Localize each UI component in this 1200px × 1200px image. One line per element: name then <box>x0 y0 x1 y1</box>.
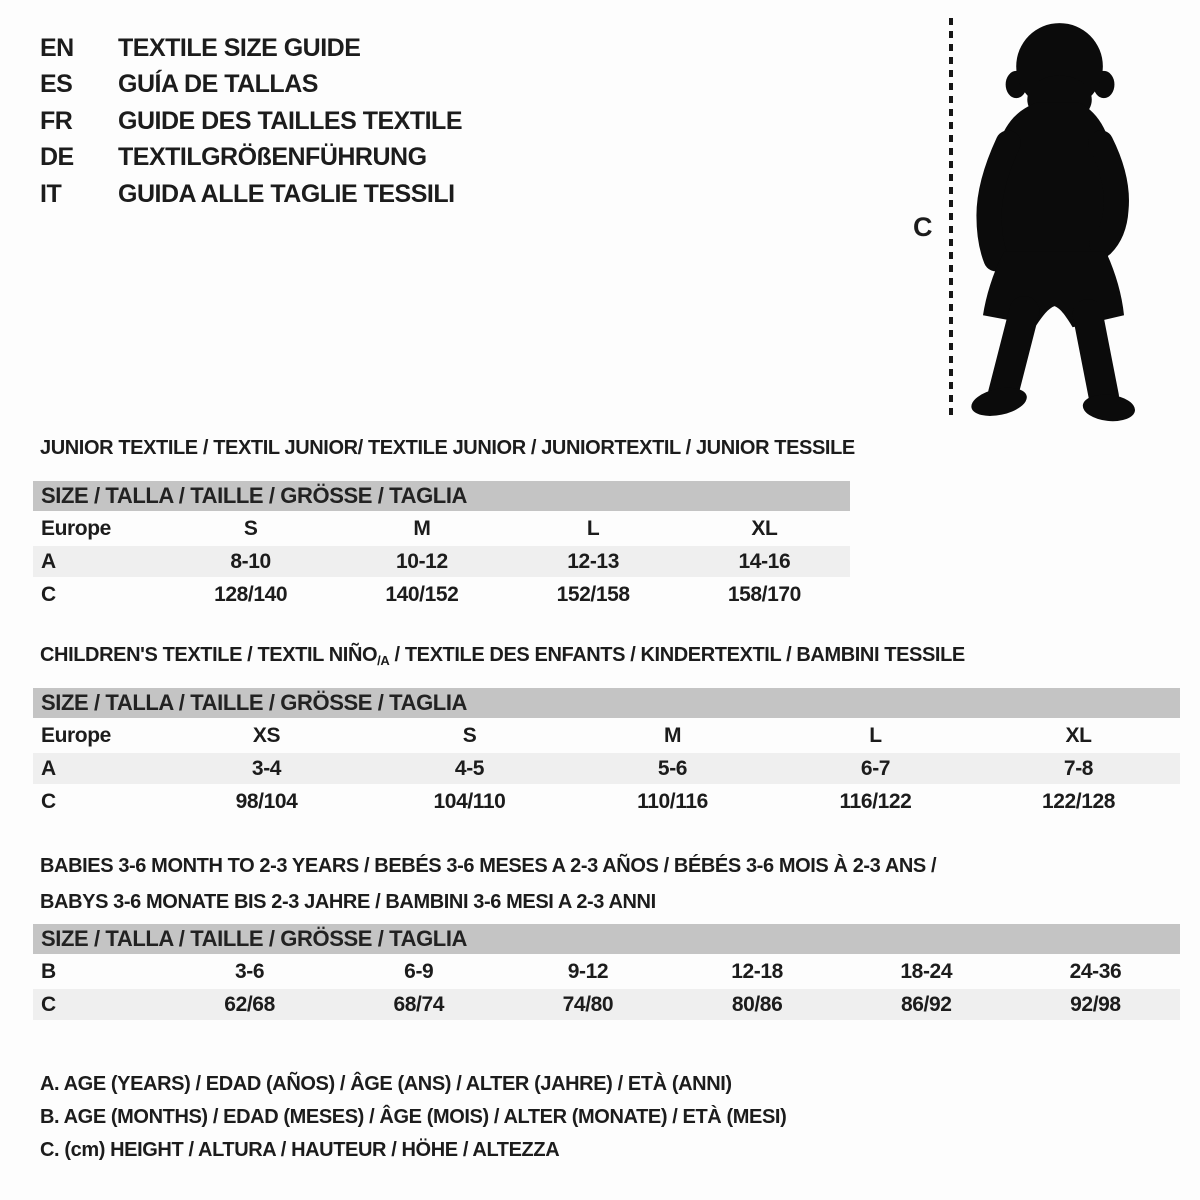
age-cell: 7-8 <box>1063 756 1094 780</box>
age-cell: 5-6 <box>657 756 688 780</box>
table-row-age <box>33 546 850 577</box>
babies-title-line1: BABIES 3-6 MONTH TO 2-3 YEARS / BEBÉS 3-6 MESES A 2-3 AÑOS / BÉBÉS 3-6 MOIS À 2-3 ANS / <box>40 855 937 877</box>
height-cell: 68/74 <box>393 992 445 1016</box>
junior-size-table <box>33 481 850 612</box>
language-code: ES <box>40 70 73 99</box>
size-cell: S <box>462 723 477 747</box>
guide-title-de: TEXTILGRÖßENFÜHRUNG <box>118 143 427 172</box>
babies-title-line2: BABYS 3-6 MONATE BIS 2-3 JAHRE / BAMBINI 3-6 MESI A 2-3 ANNI <box>40 890 656 913</box>
guide-title-en: TEXTILE SIZE GUIDE <box>118 33 361 62</box>
age-cell: 12-13 <box>567 549 619 573</box>
toddler-silhouette-icon <box>965 14 1143 422</box>
row-label: C <box>41 992 56 1016</box>
children-section-title <box>40 644 965 668</box>
age-cell: 12-18 <box>731 959 783 983</box>
size-cell: M <box>663 723 682 747</box>
height-cell: 86/92 <box>900 992 952 1016</box>
children-size-table <box>33 688 1180 819</box>
language-row-es <box>40 67 462 104</box>
height-cell: 104/110 <box>433 789 506 813</box>
height-cell: 98/104 <box>235 789 298 813</box>
language-title-list <box>40 30 462 213</box>
age-cell: 10-12 <box>396 549 448 573</box>
height-cell: 74/80 <box>562 992 614 1016</box>
table-row-height <box>33 786 1180 817</box>
row-label: C <box>41 582 56 606</box>
size-cell: XL <box>1065 723 1092 747</box>
height-cell: 122/128 <box>1041 789 1116 813</box>
size-header-band: SIZE / TALLA / TAILLE / GRÖSSE / TAGLIA <box>33 688 1180 718</box>
row-label: C <box>41 789 56 813</box>
height-cell: 116/122 <box>839 789 912 813</box>
table-row-height <box>33 579 850 610</box>
size-header-band: SIZE / TALLA / TAILLE / GRÖSSE / TAGLIA <box>33 481 850 511</box>
measure-legend <box>40 1068 786 1167</box>
size-cell: XL <box>751 516 778 540</box>
language-code: EN <box>40 33 74 62</box>
height-cell: 92/98 <box>1070 992 1121 1016</box>
table-row-europe <box>33 720 1180 751</box>
measure-c-label: C <box>913 212 933 242</box>
age-cell: 3-4 <box>251 756 282 780</box>
height-cell: 140/152 <box>385 582 459 606</box>
height-cell: 62/68 <box>224 992 275 1016</box>
age-cell: 18-24 <box>900 959 953 983</box>
table-row-europe <box>33 513 850 544</box>
height-dashed-line <box>949 18 953 416</box>
age-cell: 8-10 <box>230 549 271 573</box>
language-row-en <box>40 30 462 67</box>
height-cell: 128/140 <box>214 582 288 606</box>
age-cell: 6-7 <box>860 756 891 780</box>
language-code: DE <box>40 143 74 172</box>
age-cell: 9-12 <box>567 959 609 983</box>
guide-title-fr: GUIDE DES TAILLES TEXTILE <box>118 106 463 135</box>
size-header-band: SIZE / TALLA / TAILLE / GRÖSSE / TAGLIA <box>33 924 1180 954</box>
row-label: Europe <box>41 723 111 747</box>
age-cell: 6-9 <box>404 959 434 983</box>
legend-line-b: B. AGE (MONTHS) / EDAD (MESES) / ÂGE (MOIS) / ALTER (MONATE) / ETÀ (MESI) <box>40 1106 787 1128</box>
guide-title-it: GUIDA ALLE TAGLIE TESSILI <box>118 179 455 208</box>
row-label: A <box>41 756 56 780</box>
height-cell: 110/116 <box>637 789 708 813</box>
height-measure-figure <box>905 14 1165 424</box>
language-code: IT <box>40 179 62 208</box>
height-cell: 80/86 <box>731 992 783 1016</box>
children-title-pre: CHILDREN'S TEXTILE / TEXTIL NIÑO <box>40 644 378 666</box>
language-row-fr <box>40 103 462 140</box>
children-title-post: / TEXTILE DES ENFANTS / KINDERTEXTIL / BAMBINI TESSILE <box>389 644 965 666</box>
guide-title-es: GUÍA DE TALLAS <box>118 70 318 99</box>
legend-line-c: C. (cm) HEIGHT / ALTURA / HAUTEUR / HÖHE / ALTEZZA <box>40 1139 560 1161</box>
row-label: Europe <box>41 516 111 540</box>
size-cell: L <box>869 723 882 747</box>
row-label: A <box>41 549 56 573</box>
age-cell: 24-36 <box>1069 959 1122 983</box>
age-cell: 14-16 <box>738 549 791 573</box>
height-cell: 152/158 <box>556 582 630 606</box>
language-row-de <box>40 140 462 177</box>
babies-section-title <box>40 849 936 920</box>
table-row-age-months <box>33 956 1180 987</box>
height-cell: 158/170 <box>727 582 801 606</box>
language-code: FR <box>40 106 73 135</box>
row-label: B <box>41 959 56 983</box>
size-cell: M <box>413 516 431 540</box>
size-cell: S <box>243 516 258 540</box>
age-cell: 4-5 <box>454 756 485 780</box>
age-cell: 3-6 <box>235 959 265 983</box>
junior-section-title: JUNIOR TEXTILE / TEXTIL JUNIOR/ TEXTILE JUNIOR / JUNIORTEXTIL / JUNIOR TESSILE <box>40 437 855 459</box>
babies-size-table <box>33 924 1180 1022</box>
table-row-height <box>33 989 1180 1020</box>
legend-line-a: A. AGE (YEARS) / EDAD (AÑOS) / ÂGE (ANS) / ALTER (JAHRE) / ETÀ (ANNI) <box>40 1073 732 1095</box>
size-cell: XS <box>252 723 281 747</box>
size-cell: L <box>586 516 600 540</box>
table-row-age <box>33 753 1180 784</box>
children-title-sub: /A <box>377 653 390 668</box>
language-row-it <box>40 176 462 213</box>
